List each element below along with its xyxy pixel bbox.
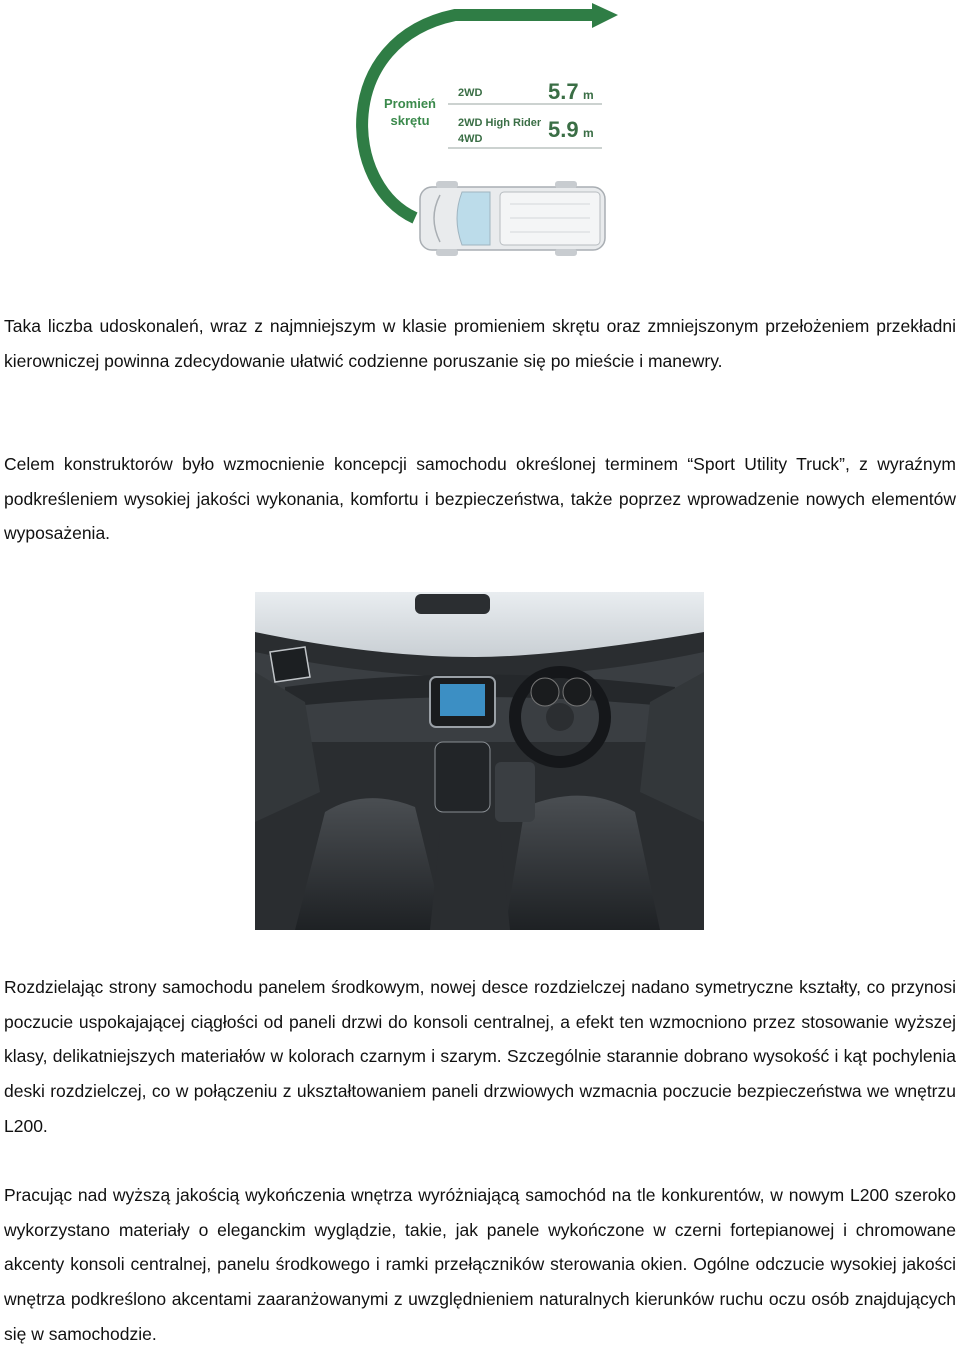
row1-label: 2WD <box>458 87 483 99</box>
rearview-mirror <box>415 594 490 614</box>
arrow-head-icon <box>592 3 618 28</box>
row2-unit: m <box>583 126 594 140</box>
row1-unit: m <box>583 88 594 102</box>
infotainment-screen <box>440 684 485 716</box>
row1-value: 5.7 <box>548 79 579 104</box>
diagram-label-line1: Promień <box>383 96 437 111</box>
diagram-label-line2: skrętu <box>390 113 430 128</box>
pickup-truck-icon <box>420 181 605 256</box>
turning-radius-diagram <box>340 0 630 260</box>
paragraph-turning: Taka liczba udoskonaleń, wraz z najmniejszym w klasie promieniem skrętu oraz zmniejszonym przełożeniem przekładni kierowniczej powinna zdecydowanie ułatwić codzienne poruszanie się po mieście i manewry. <box>4 316 956 371</box>
interior-photo <box>255 592 704 930</box>
paragraph-materials: Pracując nad wyższą jakością wykończenia wnętrza wyróżniającą samochód na tle konkurentów, w nowym L200 szeroko wykorzystano materiały o eleganckim wyglądzie, takie, jak panele wykończone w czerni fortepianowej i chromowane akcenty konsoli centralnej, panelu środkowego i ramki przełączników sterowania okien. Ogólne odczucie wysokiej jakości wnętrza podkreślono akcentami zaaranżowanymi z uwzględnieniem naturalnych kierunków ruchu oczu osób znajdujących się w samochodzie. <box>4 1185 956 1344</box>
row2-value: 5.9 <box>548 117 579 142</box>
paragraph-dashboard: Rozdzielając strony samochodu panelem środkowym, nowej desce rozdzielczej nadano symetryczne kształty, co przynosi poczucie uspokajającej ciągłości od paneli drzwi do konsoli centralnej, a efekt ten wzmocniono przez stosowanie wyższej klasy, delikatniejszych materiałów w kolorach czarnym i szarym. Szczególnie starannie dobrano wysokość i kąt pochylenia deski rozdzielczej, co w połączeniu z ukształtowaniem paneli drzwiowych wzmacnia poczucie bezpieczeństwa we wnętrzu L200. <box>4 977 956 1136</box>
row2-label1: 2WD High Rider <box>458 117 542 129</box>
row2-label2: 4WD <box>458 133 483 145</box>
paragraph-concept: Celem konstruktorów było wzmocnienie koncepcji samochodu określonej terminem “Sport Utility Truck”, z wyraźnym podkreśleniem wysokiej jakości wykonania, komfortu i bezpieczeństwa, także poprzez wprowadzenie nowych elementów wyposażenia. <box>4 454 956 544</box>
